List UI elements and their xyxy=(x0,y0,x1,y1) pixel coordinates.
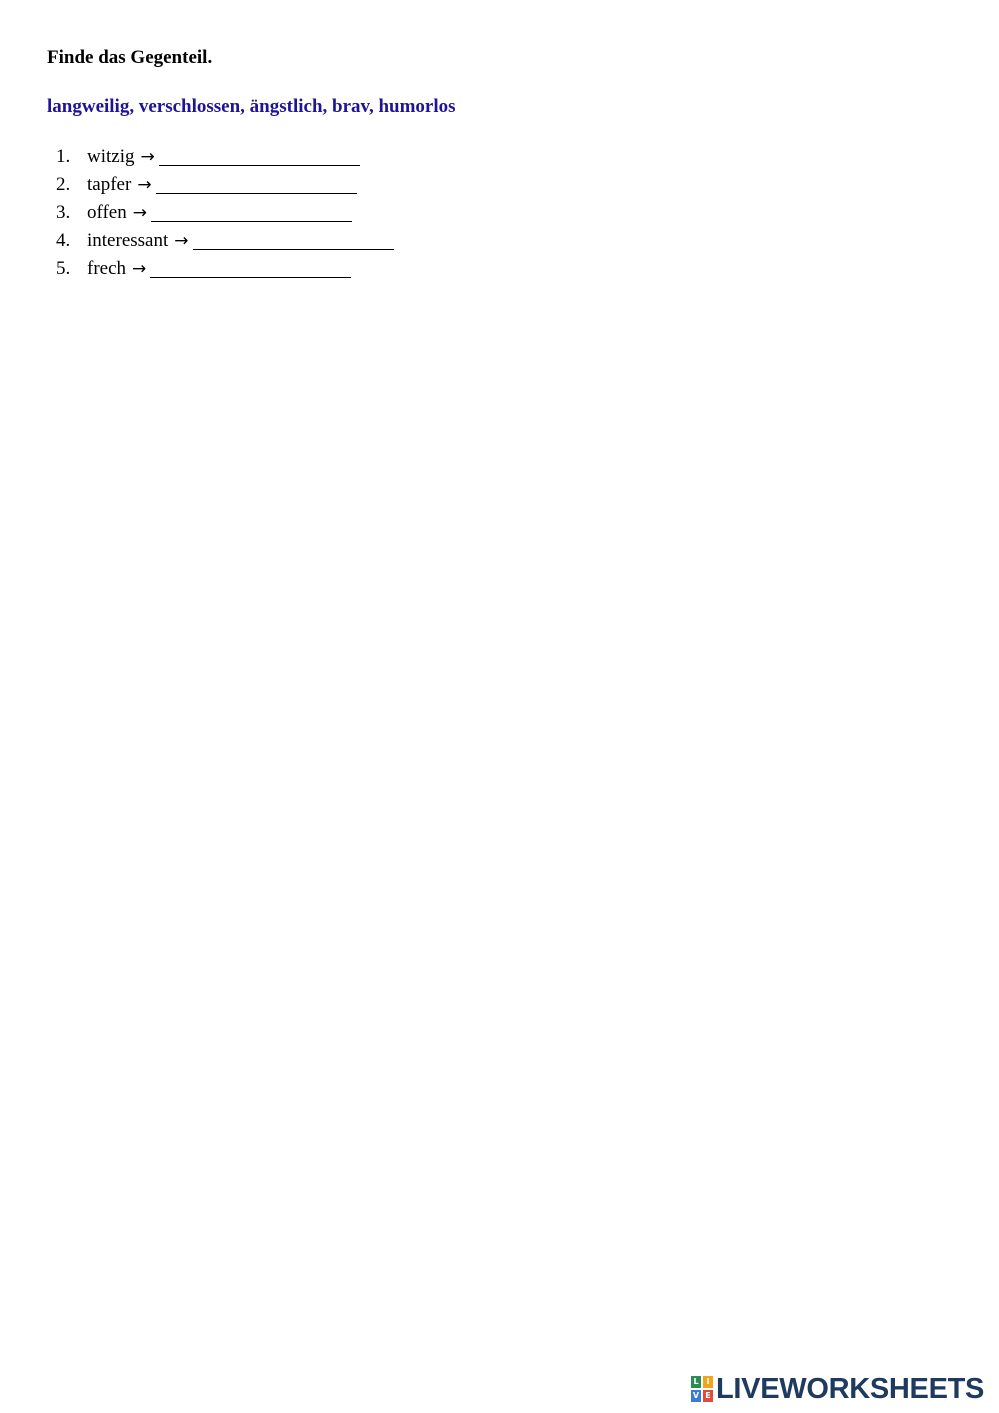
item-word: interessant xyxy=(87,230,169,251)
answer-blank[interactable] xyxy=(156,174,357,194)
arrow-icon: → xyxy=(132,203,147,223)
exercise-item xyxy=(56,256,394,284)
logo-mark-letter: L xyxy=(691,1376,701,1388)
item-word: witzig xyxy=(87,146,135,167)
item-number: 4. xyxy=(56,230,71,251)
answer-blank[interactable] xyxy=(150,258,351,278)
item-word: tapfer xyxy=(87,174,132,195)
exercise-item xyxy=(56,144,394,172)
exercise-list xyxy=(56,144,394,284)
liveworksheets-logo xyxy=(691,1374,984,1404)
logo-mark-icon xyxy=(691,1376,713,1402)
exercise-item xyxy=(56,200,394,228)
word-bank: langweilig, verschlossen, ängstlich, brav, humorlos xyxy=(47,96,456,117)
answer-blank[interactable] xyxy=(193,230,394,250)
answer-blank[interactable] xyxy=(151,202,352,222)
item-word: offen xyxy=(87,202,127,223)
logo-text: LIVEWORKSHEETS xyxy=(716,1373,985,1405)
item-number: 5. xyxy=(56,258,71,279)
worksheet-title: Finde das Gegenteil. xyxy=(47,47,213,68)
item-number: 2. xyxy=(56,174,71,195)
arrow-icon: → xyxy=(137,175,152,195)
item-number: 3. xyxy=(56,202,71,223)
exercise-item xyxy=(56,172,394,200)
arrow-icon: → xyxy=(174,231,189,251)
exercise-item xyxy=(56,228,394,256)
logo-mark-letter: E xyxy=(703,1390,713,1402)
answer-blank[interactable] xyxy=(159,146,360,166)
arrow-icon: → xyxy=(132,259,147,279)
arrow-icon: → xyxy=(140,147,155,167)
item-word: frech xyxy=(87,258,127,279)
logo-mark-letter: I xyxy=(703,1376,713,1388)
logo-mark-letter: V xyxy=(692,1391,700,1400)
item-number: 1. xyxy=(56,146,71,167)
